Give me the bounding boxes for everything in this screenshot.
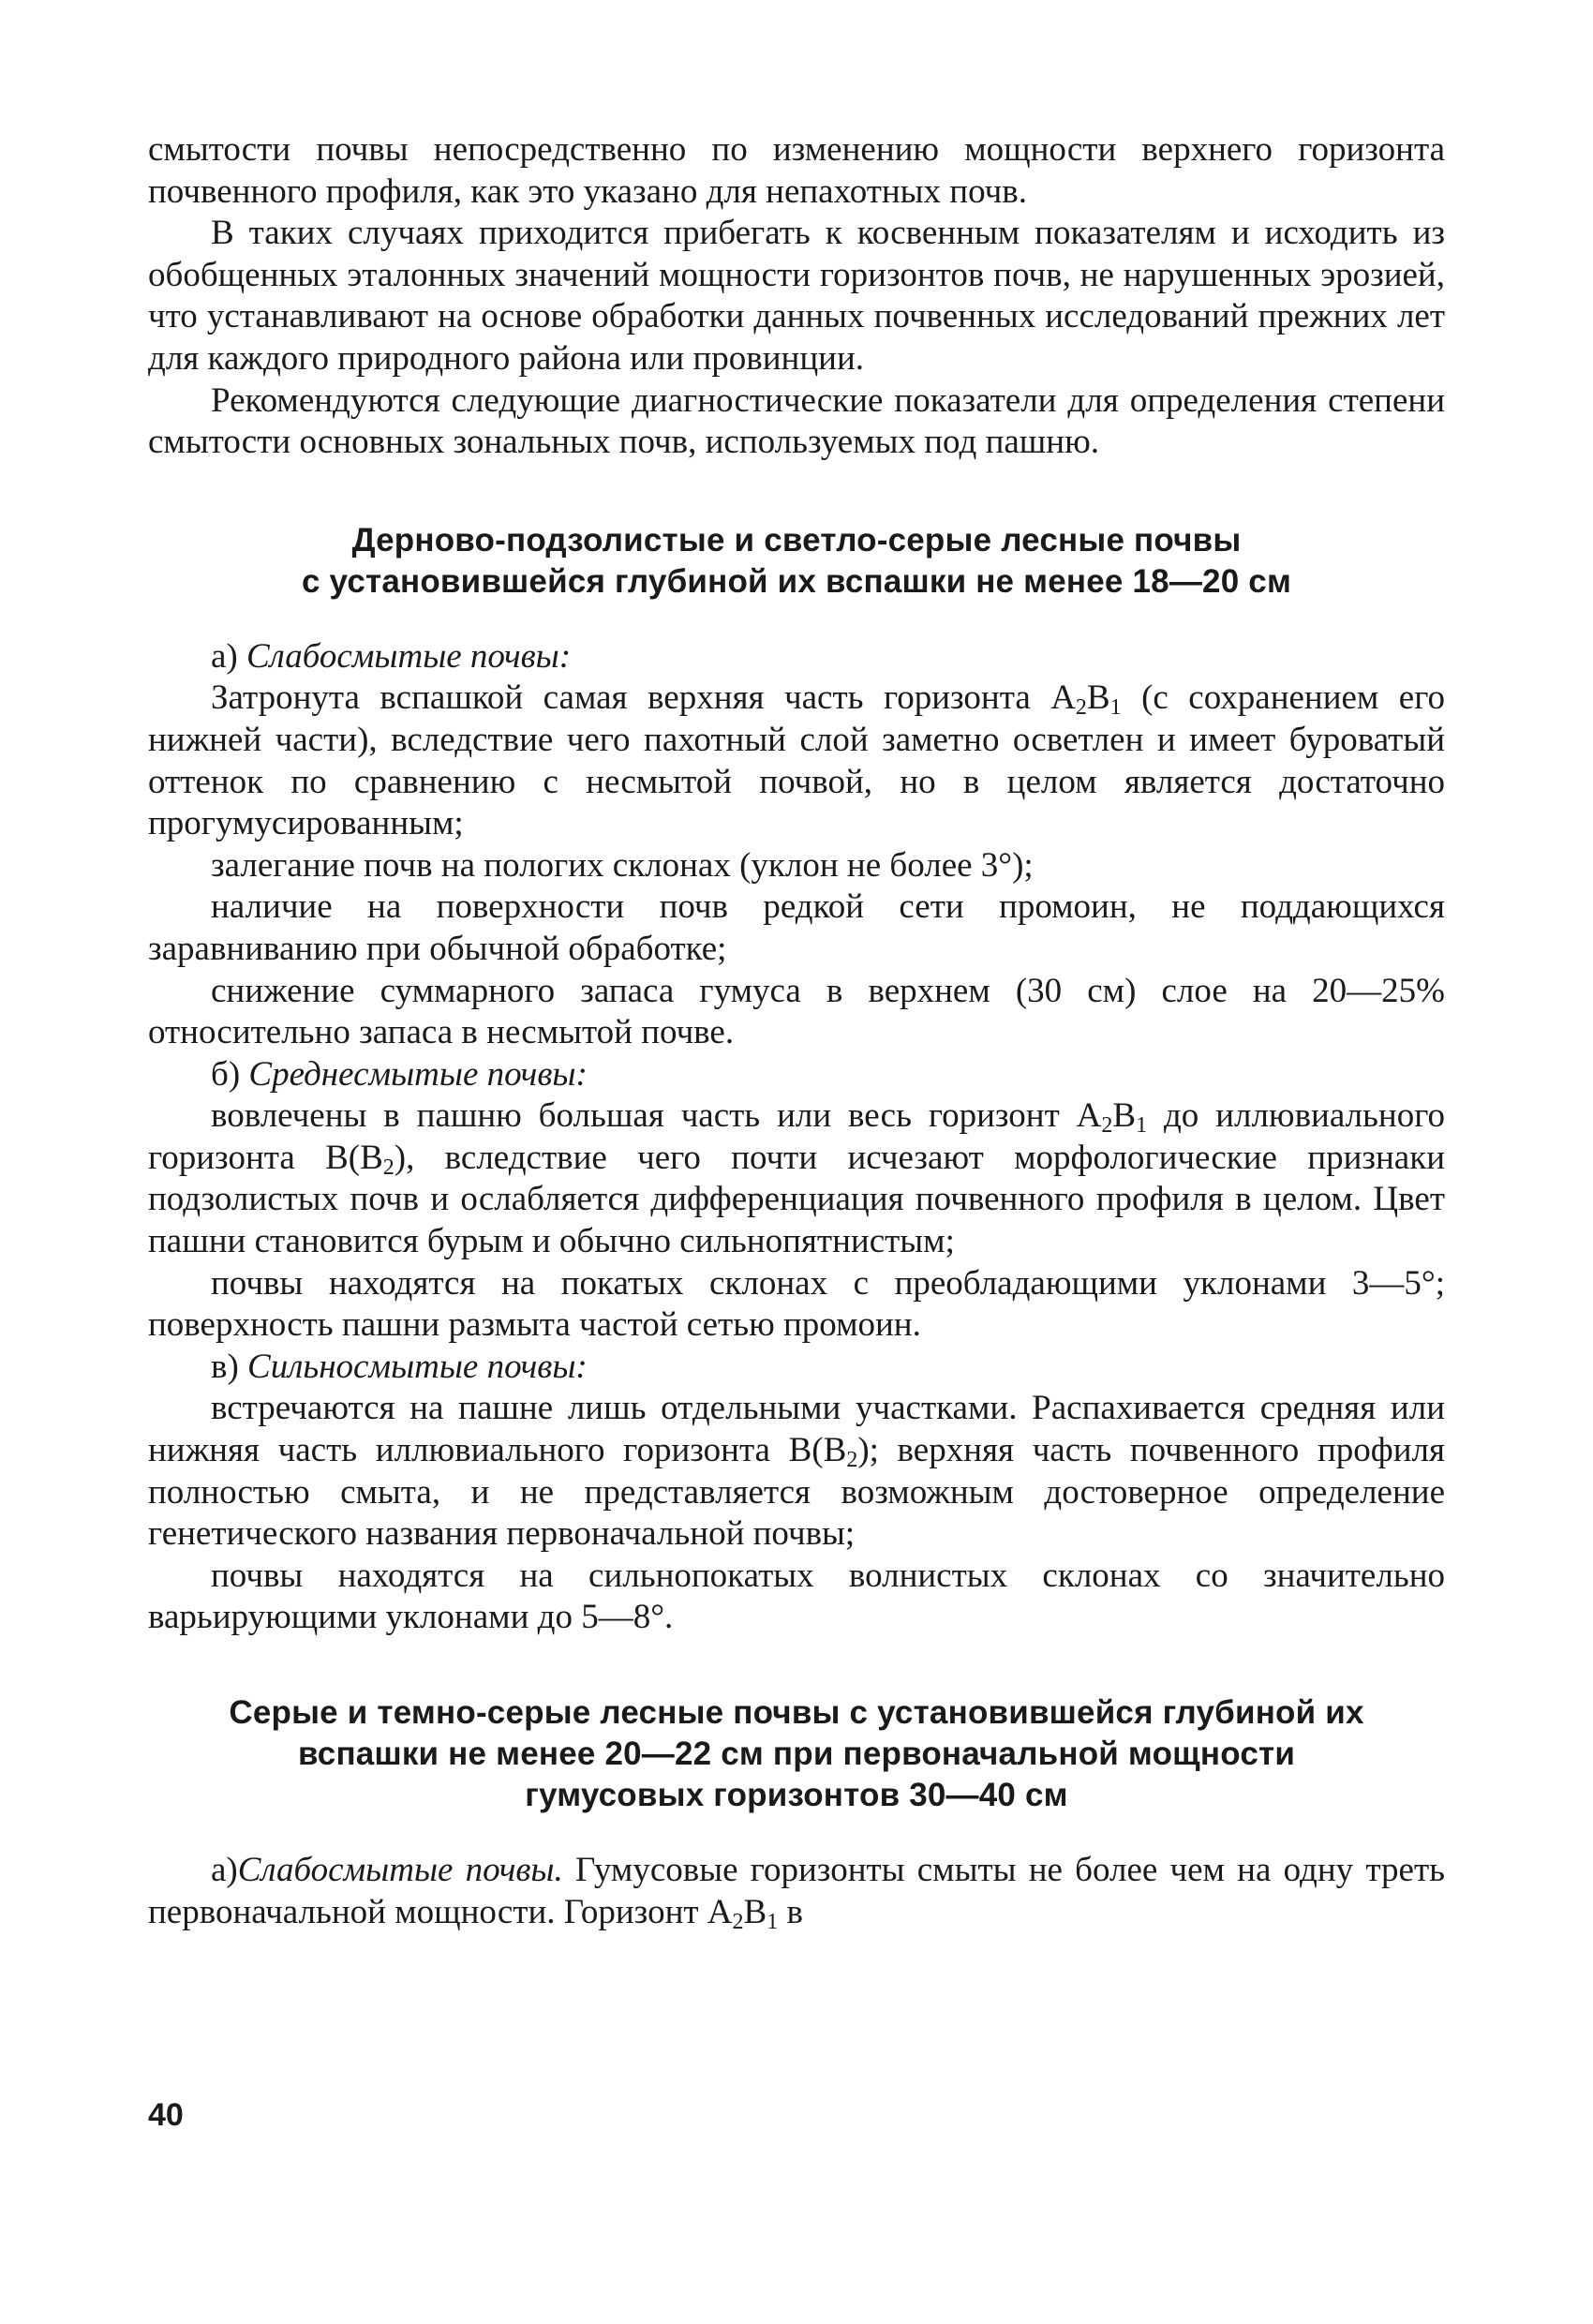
subscript: 2 <box>732 1909 744 1934</box>
section1-c-item-2: почвы находятся на сильнопокатых волнистых склонах со значительно варьирующими уклонами до 5—8°. <box>148 1556 1445 1637</box>
subscript: 1 <box>767 1909 779 1934</box>
section1-heading <box>148 520 1445 603</box>
section1-c-marker: в) <box>211 1347 239 1386</box>
section2-a-marker: а) <box>211 1851 238 1889</box>
subscript: 1 <box>1136 1113 1148 1139</box>
text-span: вовлечены в пашню большая часть или весь горизонт А <box>211 1096 1102 1136</box>
section1-heading-line2: с установившейся глубиной их вспашки не менее 18—20 см <box>301 562 1292 600</box>
subscript: 2 <box>1101 1113 1113 1139</box>
subscript: 2 <box>846 1448 858 1473</box>
section2-a-title: Слабосмытые почвы. <box>237 1851 563 1889</box>
section2-heading-line2: вспашки не менее 20—22 см при первоначальной мощности <box>297 1736 1296 1772</box>
section1-c-label <box>148 1347 1445 1389</box>
subscript: 2 <box>382 1155 395 1180</box>
text-span: Гумусовые горизонты смыты не более чем на одну треть первоначальной мощности. Горизонт А <box>148 1851 1445 1931</box>
text-span: ); верхняя часть почвенного профиля полностью смыта, и не представляется возможным достоверное определение генетического названия первоначальной почвы; <box>148 1431 1446 1554</box>
section1-a-item-3: наличие на поверхности почв редкой сети промоин, не поддающихся заравниванию при обычной обработке; <box>148 887 1445 968</box>
section2-heading-line3: гумусовых горизонтов 30—40 см <box>525 1777 1068 1813</box>
section1-a-item-1 <box>148 678 1445 844</box>
section1-b-item-2: почвы находятся на покатых склонах с преобладающими уклонами 3—5°; поверхность пашни размыта частой сетью промоин. <box>148 1263 1445 1345</box>
page-number: 40 <box>148 2097 184 2133</box>
text-span: в <box>778 1892 803 1931</box>
section1-b-item-1 <box>148 1095 1445 1262</box>
text-span: (с сохранением его нижней части), вследствие чего пахотный слой заметно осветлен и имеет буроватый оттенок по сравнению с несмытой почвой, но в целом является достаточно прогумусированным; <box>148 678 1445 843</box>
intro-paragraph-2: В таких случаях приходится прибегать к косвенным показателям и исходить из обобщенных эталонных значений мощности горизонтов почв, не нарушенных эрозией, что устанавливают на основе обработки данных почвенных исследований прежних лет для каждого природного района или провинции. <box>148 214 1445 378</box>
text-span: встречаются на пашне лишь отдельными участками. Распахивается средняя или нижняя часть иллювиального горизонта В(В <box>148 1389 1445 1470</box>
subscript: 2 <box>1075 695 1087 721</box>
intro-paragraph-1: смытости почвы непосредственно по изменению мощности верхнего горизонта почвенного профиля, как это указано для непахотных почв. <box>148 130 1445 211</box>
section1-c-item-1 <box>148 1388 1445 1555</box>
section2-heading-line1: Серые и темно-серые лесные почвы с установившейся глубиной их <box>229 1694 1364 1731</box>
section1-a-marker: а) <box>211 636 238 676</box>
section2-a-paragraph <box>148 1850 1445 1933</box>
text-span: В <box>743 1892 767 1931</box>
intro-paragraph-3: Рекомендуются следующие диагностические показатели для определения степени смытости основных зональных почв, используемых под пашню. <box>148 380 1445 462</box>
section1-a-item-2: залегание почв на пологих склонах (уклон не более 3°); <box>211 845 1034 885</box>
section1-heading-line1: Дерново-подзолистые и светло-серые лесные почвы <box>351 521 1242 559</box>
page-body <box>148 129 1445 1933</box>
text-span: ), вследствие чего почти исчезают морфологические признаки подзолистых почв и ослабляется дифференциация почвенного профиля в целом. Цвет пашни становится бурым и обычно сильнопятнистым; <box>148 1138 1445 1261</box>
section1-b-label <box>148 1054 1445 1096</box>
subscript: 1 <box>1109 695 1122 721</box>
text-span: до иллювиального горизонта В(В <box>148 1096 1445 1177</box>
text-span: В <box>1086 678 1110 718</box>
section1-c-title: Сильносмытые почвы: <box>247 1347 588 1386</box>
section2-heading <box>148 1692 1445 1816</box>
text-span: Затронута вспашкой самая верхняя часть горизонта А <box>211 678 1076 718</box>
section1-b-marker: б) <box>211 1054 241 1094</box>
section1-b-title: Среднесмытые почвы: <box>248 1054 588 1094</box>
section1-a-label <box>148 636 1445 678</box>
section1-a-item-4: снижение суммарного запаса гумуса в верхнем (30 см) слое на 20—25% относительно запаса в несмытой почве. <box>148 971 1445 1052</box>
text-span: В <box>1112 1096 1137 1136</box>
section1-a-title: Слабосмытые почвы: <box>246 636 572 676</box>
